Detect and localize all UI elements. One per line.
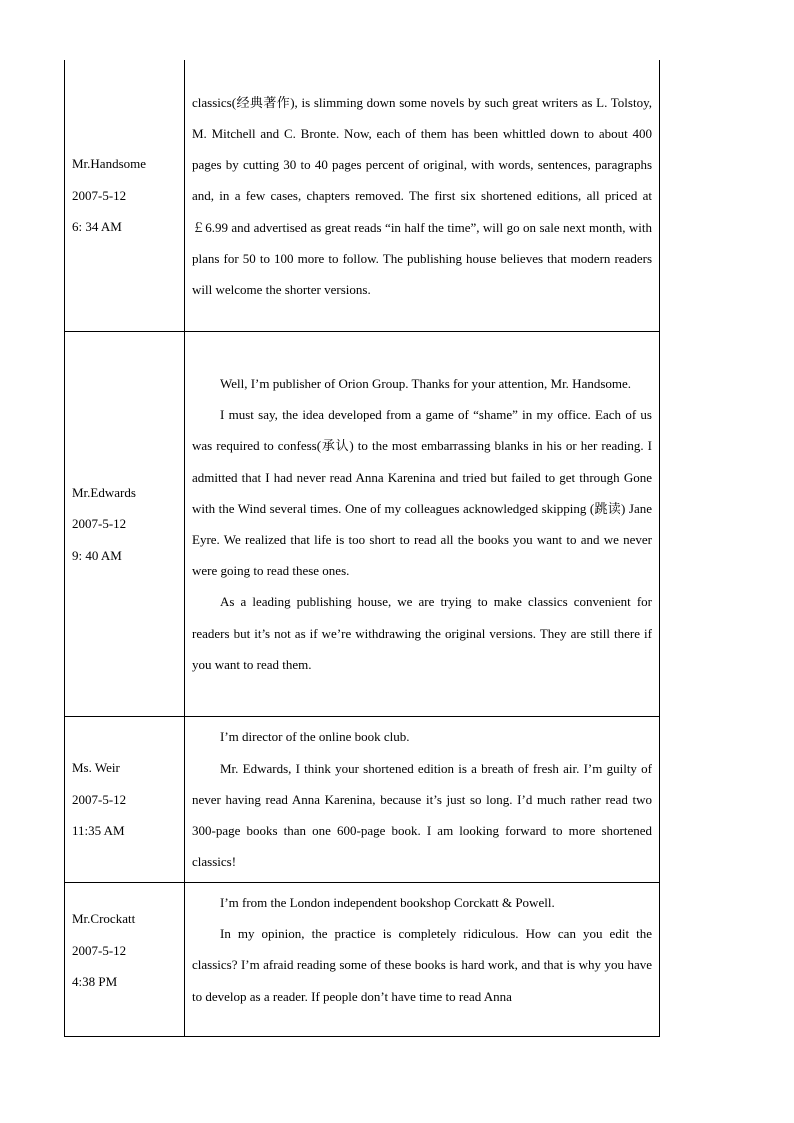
post-paragraph: In my opinion, the practice is completely ridiculous. How can you edit the classics? I’m afraid reading some of these books is hard work, and that is why you have to develop as a reader. If people don’t have time to read Anna — [192, 926, 652, 1004]
post-row-crockatt — [65, 883, 660, 1037]
post-meta — [65, 717, 185, 883]
post-body — [185, 60, 660, 332]
post-paragraph: I’m director of the online book club. — [220, 729, 410, 745]
post-meta — [65, 332, 185, 717]
post-paragraph: As a leading publishing house, we are trying to make classics convenient for readers but it’s not as if we’re withdrawing the original versions. They are still there if you want to read them. — [192, 594, 652, 672]
post-paragraph: classics(经典著作), is slimming down some novels by such great writers as L. Tolstoy, M. Mitchell and C. Bronte. Now, each of them has been whittled down to about 400 pages by cutting 30 to 40 pages percent of original, with words, sentences, paragraphs and, in a few cases, chapters removed. The first six shortened editions, all priced at ￡6.99 and advertised as great reads “in half the time”, will go on sale next month, with plans for 50 to 100 more to follow. The publishing house believes that modern readers will welcome the shorter versions. — [192, 94, 652, 297]
post-author: Ms. Weir — [72, 760, 120, 776]
post-paragraph: Mr. Edwards, I think your shortened edition is a breath of fresh air. I’m guilty of never having read Anna Karenina, because it’s just so long. I’d much rather read two 300-page books than one 600-page book. I am looking forward to more shortened classics! — [192, 760, 652, 870]
post-date: 2007-5-12 — [72, 791, 127, 807]
post-time: 4:38 PM — [72, 974, 118, 989]
post-author: Mr.Edwards — [72, 484, 136, 500]
post-date: 2007-5-12 — [72, 942, 127, 958]
post-author: Mr.Handsome — [72, 156, 147, 172]
post-time: 11:35 AM — [72, 823, 125, 839]
post-author: Mr.Crockatt — [72, 911, 136, 926]
post-row-handsome — [65, 60, 660, 332]
post-row-edwards — [65, 332, 660, 717]
post-body — [185, 717, 660, 883]
post-time: 6: 34 AM — [72, 219, 122, 235]
post-body — [185, 883, 660, 1037]
post-paragraph: I’m from the London independent bookshop Corckatt & Powell. — [220, 895, 555, 910]
post-paragraph: I must say, the idea developed from a game of “shame” in my office. Each of us was required to confess(承认) to the most embarrassing blanks in his or her reading. I admitted that I had never read Anna Karenina and tried but failed to get through Gone with the Wind several times. One of my colleagues acknowledged skipping (跳读) Jane Eyre. We realized that life is too short to read all the books you want to and we never were going to read these ones. — [192, 407, 652, 579]
post-meta — [65, 883, 185, 1037]
forum-post-table — [64, 60, 660, 1037]
post-paragraph: Well, I’m publisher of Orion Group. Thanks for your attention, Mr. Handsome. — [220, 375, 632, 391]
post-date: 2007-5-12 — [72, 516, 127, 532]
post-time: 9: 40 AM — [72, 547, 122, 563]
post-body — [185, 332, 660, 717]
post-meta — [65, 60, 185, 332]
post-row-weir — [65, 717, 660, 883]
post-date: 2007-5-12 — [72, 187, 127, 203]
